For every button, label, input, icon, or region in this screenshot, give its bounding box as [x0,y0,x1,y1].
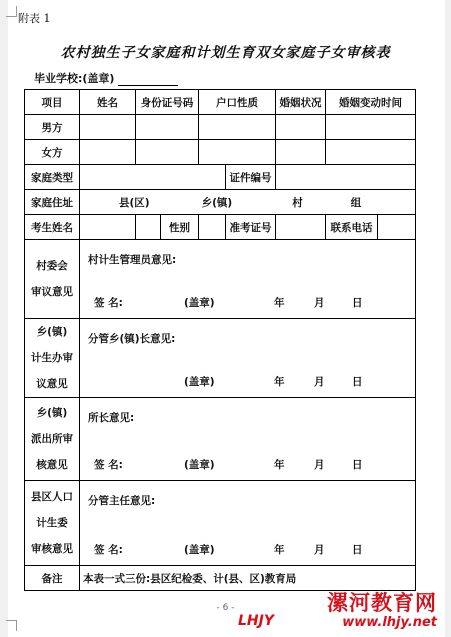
row-female [25,140,416,165]
side-police: 乡(镇) 派出所审 核意见 [25,398,80,481]
label-candidate-name: 考生姓名 [25,215,80,240]
col-header-marital: 婚姻状况 [276,90,326,115]
cell-cert-no[interactable] [276,165,416,190]
attachment-label: 附表 1 [18,12,51,25]
opinion-county[interactable] [80,481,416,566]
section-town-office [25,319,416,398]
label-address: 家庭住址 [25,190,80,215]
label-phone: 联系电话 [326,215,378,240]
section-village [25,240,416,319]
watermark-url: www.lhjy.net [342,615,437,630]
label-admit-no: 准考证号 [226,215,276,240]
cell-male-marital[interactable] [276,115,326,140]
col-header-id: 身份证号码 [136,90,199,115]
cell-female-marital[interactable] [276,140,326,165]
school-blank-line [118,75,178,86]
cell-remark: 本表一式三份:县区纪检委、计(县、区)教育局 [80,566,416,591]
section-county [25,481,416,566]
crop-mark-top-left [6,6,17,17]
opinion-police[interactable] [80,398,416,481]
row-label-female: 女方 [25,140,80,165]
cell-female-name[interactable] [80,140,136,165]
cell-spacer [136,215,161,240]
section-police [25,398,416,481]
cell-female-hukou[interactable] [199,140,276,165]
cell-candidate-name[interactable] [80,215,136,240]
cell-male-name[interactable] [80,115,136,140]
opinion-town-office[interactable] [80,319,416,398]
cell-family-type[interactable] [80,165,226,190]
watermark-mark: LHJY [238,613,274,629]
side-village: 村委会 审议意见 [25,240,80,319]
cell-male-hukou[interactable] [199,115,276,140]
opinion-label: 村计生管理员意见: [88,254,177,266]
school-label: 毕业学校:(盖章) [34,72,115,85]
watermark-logo [327,587,437,630]
col-header-hukou: 户口性质 [199,90,276,115]
side-town-office: 乡(镇) 计生办审 议意见 [25,319,80,398]
crop-mark-bottom-left [6,620,17,631]
cell-female-change[interactable] [326,140,416,165]
header-row [25,90,416,115]
school-field [34,70,178,86]
cell-male-id[interactable] [136,115,199,140]
label-cert-no: 证件编号 [226,165,276,190]
label-remark: 备注 [25,566,80,591]
opinion-label: 所长意见: [88,412,135,424]
cell-female-id[interactable] [136,140,199,165]
cell-male-change[interactable] [326,115,416,140]
cell-admit-no[interactable] [276,215,326,240]
opinion-village[interactable] [80,240,416,319]
row-candidate [25,215,416,240]
row-label-male: 男方 [25,115,80,140]
signature-line: (盖章) 年 月 日 [184,376,363,388]
row-male [25,115,416,140]
addr-town: 乡(镇) [201,196,233,209]
col-header-item: 项目 [25,90,80,115]
opinion-label: 分管乡(镇)长意见: [88,333,176,345]
cell-phone[interactable] [378,215,416,240]
opinion-label: 分管主任意见: [88,495,156,507]
cell-gender[interactable] [199,215,226,240]
addr-village: 村 [292,196,303,209]
side-county: 县区人口 计生委 审核意见 [25,481,80,566]
signature-line: 签 名: (盖章) 年 月 日 [94,459,363,471]
addr-group: 组 [350,196,362,209]
form-title: 农村独生子女家庭和计划生育双女家庭子女审核表 [60,45,391,61]
watermark-title: 漯河教育网 [327,591,437,615]
page-number: - 6 - [216,603,235,613]
label-family-type: 家庭类型 [25,165,80,190]
col-header-name: 姓名 [80,90,136,115]
addr-county: 县(区) [119,196,150,209]
col-header-marital-change: 婚姻变动时间 [326,90,416,115]
review-form-table [24,89,416,591]
signature-line: 签 名: (盖章) 年 月 日 [94,544,363,556]
label-gender: 性别 [161,215,199,240]
cell-address[interactable] [80,190,416,215]
row-family-type [25,165,416,190]
signature-line: 签 名: (盖章) 年 月 日 [94,297,363,309]
row-address [25,190,416,215]
